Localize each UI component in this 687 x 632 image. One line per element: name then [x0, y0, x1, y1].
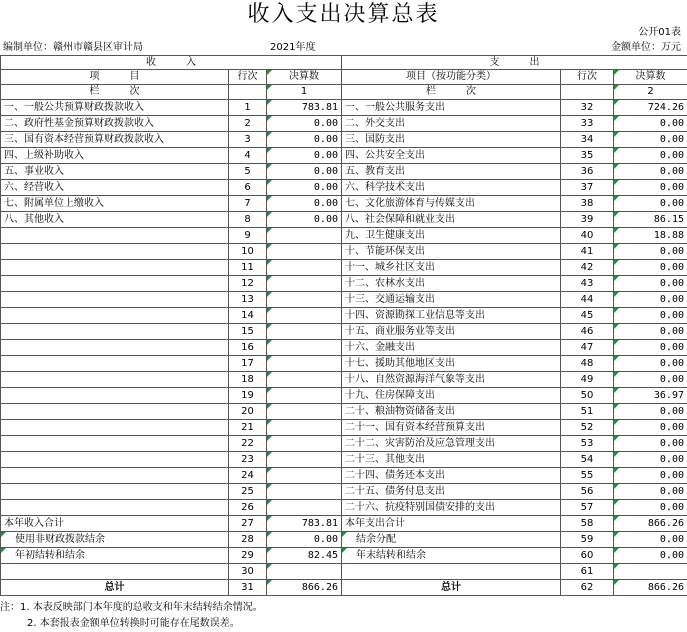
income-amount: 0.00: [267, 532, 342, 548]
expense-line-no: 32: [561, 100, 614, 116]
table-row: [1, 324, 687, 340]
expense-item: 十二、农林水支出: [342, 276, 561, 292]
summary-row: [1, 516, 687, 532]
income-line-no: 23: [229, 452, 267, 468]
expense-amount: 86.15: [614, 212, 687, 228]
income-item: 四、上级补助收入: [1, 148, 229, 164]
expense-line-no: 59: [561, 532, 614, 548]
expense-line-no: 37: [561, 180, 614, 196]
expense-item: 二十二、灾害防治及应急管理支出: [342, 436, 561, 452]
income-item: 使用非财政拨款结余: [1, 532, 229, 548]
income-line-no: 18: [229, 372, 267, 388]
income-item: [1, 484, 229, 500]
income-line-no: 26: [229, 500, 267, 516]
income-item: 八、其他收入: [1, 212, 229, 228]
income-line-no: 12: [229, 276, 267, 292]
expense-line-no: 38: [561, 196, 614, 212]
expense-line-no: 49: [561, 372, 614, 388]
income-item: [1, 388, 229, 404]
expense-item: 十六、金融支出: [342, 340, 561, 356]
income-line-no: 13: [229, 292, 267, 308]
income-line-no: 1: [229, 100, 267, 116]
income-item: [1, 308, 229, 324]
income-amount: 0.00: [267, 132, 342, 148]
expense-item: 二十四、债务还本支出: [342, 468, 561, 484]
budget-table: [0, 55, 687, 596]
income-line-no: 27: [229, 516, 267, 532]
income-amount: [267, 564, 342, 580]
income-amount: [267, 436, 342, 452]
table-row: [1, 340, 687, 356]
summary-row: [1, 548, 687, 564]
expense-line-no: 52: [561, 420, 614, 436]
table-row: [1, 356, 687, 372]
income-line-no: 4: [229, 148, 267, 164]
expense-item: 一、一般公共服务支出: [342, 100, 561, 116]
income-amount: 783.81: [267, 516, 342, 532]
expense-amount: 0.00: [614, 484, 687, 500]
expense-line-no: 34: [561, 132, 614, 148]
income-item: [1, 468, 229, 484]
expense-amount: 0.00: [614, 340, 687, 356]
table-row: [1, 148, 687, 164]
income-line-no: 21: [229, 420, 267, 436]
summary-row: [1, 532, 687, 548]
income-section-header: 收 入: [1, 56, 342, 70]
header-row-column-index: [1, 85, 687, 100]
income-item: [1, 420, 229, 436]
income-line-no: 25: [229, 484, 267, 500]
expense-amount: 0.00: [614, 244, 687, 260]
footnote-2: 2. 本套报表金额单位转换时可能存在尾数误差。: [27, 618, 240, 629]
income-amount-index: 1: [267, 85, 342, 100]
income-item: [1, 452, 229, 468]
expense-amount: 0.00: [614, 132, 687, 148]
expense-item: 七、文化旅游体育与传媒支出: [342, 196, 561, 212]
income-line-no: 9: [229, 228, 267, 244]
income-amount: [267, 388, 342, 404]
expense-amount: 0.00: [614, 260, 687, 276]
expense-item: 十五、商业服务业等支出: [342, 324, 561, 340]
expense-line-no: 46: [561, 324, 614, 340]
expense-line-no: 33: [561, 116, 614, 132]
expense-item: 八、社会保障和就业支出: [342, 212, 561, 228]
table-row: [1, 484, 687, 500]
income-line-no: 20: [229, 404, 267, 420]
income-item: [1, 404, 229, 420]
expense-item: 十四、资源勘探工业信息等支出: [342, 308, 561, 324]
table-row: [1, 212, 687, 228]
income-item: 总计: [1, 580, 229, 596]
header-row-columns: [1, 70, 687, 85]
income-item: 七、附属单位上缴收入: [1, 196, 229, 212]
expense-item: 十三、交通运输支出: [342, 292, 561, 308]
expense-item: 二十一、国有资本经营预算支出: [342, 420, 561, 436]
expense-line-no: 56: [561, 484, 614, 500]
expense-item: [342, 564, 561, 580]
income-item: [1, 228, 229, 244]
expense-amount: 0.00: [614, 148, 687, 164]
expense-line-no: 41: [561, 244, 614, 260]
expense-amount: 0.00: [614, 468, 687, 484]
expense-line-index: [561, 85, 614, 100]
income-line-no: 8: [229, 212, 267, 228]
expense-line-no: 53: [561, 436, 614, 452]
table-row: [1, 196, 687, 212]
income-amount: [267, 228, 342, 244]
expense-amount: [614, 564, 687, 580]
income-amount: [267, 372, 342, 388]
income-line-no: 2: [229, 116, 267, 132]
table-row: [1, 228, 687, 244]
income-amount: [267, 500, 342, 516]
income-item: 二、政府性基金预算财政拨款收入: [1, 116, 229, 132]
income-amount: [267, 308, 342, 324]
table-row: [1, 180, 687, 196]
income-line-no: 7: [229, 196, 267, 212]
expense-line-no: 42: [561, 260, 614, 276]
expense-amount-index: 2: [614, 85, 687, 100]
unit-label: 编制单位：赣州市赣县区审计局: [3, 42, 143, 53]
income-amount: 0.00: [267, 196, 342, 212]
income-line-no: 3: [229, 132, 267, 148]
expense-item: 九、卫生健康支出: [342, 228, 561, 244]
income-amount: [267, 356, 342, 372]
income-item: [1, 500, 229, 516]
expense-line-no: 40: [561, 228, 614, 244]
summary-row: [1, 564, 687, 580]
income-item: 年初结转和结余: [1, 548, 229, 564]
expense-amount: 0.00: [614, 404, 687, 420]
income-amount-header: 决算数: [267, 70, 342, 85]
income-line-no: 31: [229, 580, 267, 596]
income-item: 六、经营收入: [1, 180, 229, 196]
expense-line-no: 36: [561, 164, 614, 180]
income-amount: 866.26: [267, 580, 342, 596]
expense-item: 十九、住房保障支出: [342, 388, 561, 404]
income-amount: 0.00: [267, 164, 342, 180]
expense-item: 年末结转和结余: [342, 548, 561, 564]
expense-line-no: 62: [561, 580, 614, 596]
expense-amount-header: 决算数: [614, 70, 687, 85]
expense-amount: 0.00: [614, 436, 687, 452]
expense-amount: 0.00: [614, 116, 687, 132]
expense-line-no: 55: [561, 468, 614, 484]
page-title: 收入支出决算总表: [247, 2, 440, 27]
income-amount: 0.00: [267, 212, 342, 228]
expense-item: 十一、城乡社区支出: [342, 260, 561, 276]
table-row: [1, 244, 687, 260]
expense-item: 十七、援助其他地区支出: [342, 356, 561, 372]
income-item: [1, 292, 229, 308]
income-line-no: 16: [229, 340, 267, 356]
expense-amount: 0.00: [614, 372, 687, 388]
table-row: [1, 100, 687, 116]
income-line-no: 19: [229, 388, 267, 404]
table-row: [1, 308, 687, 324]
expense-item: 结余分配: [342, 532, 561, 548]
expense-line-no: 51: [561, 404, 614, 420]
expense-line-no: 54: [561, 452, 614, 468]
expense-line-no: 58: [561, 516, 614, 532]
footnote-1: 注：1. 本表反映部门本年度的总收支和年末结转结余情况。: [0, 602, 263, 613]
footnotes: [0, 600, 263, 632]
income-line-no: 10: [229, 244, 267, 260]
expense-line-no: 35: [561, 148, 614, 164]
expense-item-header: 项目（按功能分类）: [342, 70, 561, 85]
expense-amount: 0.00: [614, 500, 687, 516]
expense-line-no: 44: [561, 292, 614, 308]
income-line-no: 30: [229, 564, 267, 580]
expense-item: 二、外交支出: [342, 116, 561, 132]
income-amount: [267, 468, 342, 484]
form-code: 公开01表: [638, 27, 681, 38]
income-amount: [267, 276, 342, 292]
expense-amount: 0.00: [614, 276, 687, 292]
income-amount: [267, 452, 342, 468]
table-row: [1, 372, 687, 388]
income-amount: [267, 340, 342, 356]
income-line-no: 15: [229, 324, 267, 340]
expense-amount: 866.26: [614, 580, 687, 596]
expense-amount: 0.00: [614, 548, 687, 564]
expense-amount: 18.88: [614, 228, 687, 244]
income-item: 五、事业收入: [1, 164, 229, 180]
income-line-no: 17: [229, 356, 267, 372]
income-item: [1, 340, 229, 356]
income-item: 一、一般公共预算财政拨款收入: [1, 100, 229, 116]
expense-line-no: 50: [561, 388, 614, 404]
income-line-no: 29: [229, 548, 267, 564]
expense-amount: 0.00: [614, 420, 687, 436]
income-line-no: 28: [229, 532, 267, 548]
expense-line-no: 60: [561, 548, 614, 564]
income-item: [1, 260, 229, 276]
expense-amount: 0.00: [614, 452, 687, 468]
income-line-no: 14: [229, 308, 267, 324]
income-amount: [267, 420, 342, 436]
income-amount: 82.45: [267, 548, 342, 564]
income-line-index: [229, 85, 267, 100]
income-item: [1, 564, 229, 580]
expense-amount: 0.00: [614, 164, 687, 180]
table-row: [1, 164, 687, 180]
expense-item: 二十六、抗疫特别国债安排的支出: [342, 500, 561, 516]
income-amount: [267, 292, 342, 308]
expense-item: 二十五、债务付息支出: [342, 484, 561, 500]
expense-item: 十八、自然资源海洋气象等支出: [342, 372, 561, 388]
expense-line-no: 43: [561, 276, 614, 292]
income-amount: 0.00: [267, 116, 342, 132]
table-row: [1, 420, 687, 436]
total-row: [1, 580, 687, 596]
income-line-no: 22: [229, 436, 267, 452]
expense-item: 二十、粮油物资储备支出: [342, 404, 561, 420]
expense-amount: 0.00: [614, 324, 687, 340]
income-amount: [267, 324, 342, 340]
table-row: [1, 468, 687, 484]
expense-amount: 866.26: [614, 516, 687, 532]
expense-amount: 0.00: [614, 308, 687, 324]
expense-column-label: 栏 次: [342, 85, 561, 100]
expense-item: 本年支出合计: [342, 516, 561, 532]
income-line-no: 5: [229, 164, 267, 180]
income-line-header: 行次: [229, 70, 267, 85]
expense-amount: 0.00: [614, 292, 687, 308]
expense-line-no: 39: [561, 212, 614, 228]
income-item: [1, 356, 229, 372]
expense-line-no: 47: [561, 340, 614, 356]
expense-item: 十、节能环保支出: [342, 244, 561, 260]
expense-line-no: 48: [561, 356, 614, 372]
income-amount: [267, 260, 342, 276]
table-row: [1, 452, 687, 468]
expense-item: 六、科学技术支出: [342, 180, 561, 196]
income-amount: [267, 244, 342, 260]
income-line-no: 24: [229, 468, 267, 484]
expense-amount: 0.00: [614, 196, 687, 212]
income-amount: 0.00: [267, 148, 342, 164]
header-row-section: [1, 56, 687, 70]
income-amount: 0.00: [267, 180, 342, 196]
table-row: [1, 436, 687, 452]
income-amount: [267, 404, 342, 420]
income-item: 三、国有资本经营预算财政拨款收入: [1, 132, 229, 148]
expense-line-no: 61: [561, 564, 614, 580]
income-item: [1, 276, 229, 292]
expense-item: 总计: [342, 580, 561, 596]
year-label: 2021年度: [270, 42, 316, 53]
currency-label: 金额单位：万元: [611, 42, 681, 53]
income-column-label: 栏 次: [1, 85, 229, 100]
table-row: [1, 292, 687, 308]
income-item-header: 项 目: [1, 70, 229, 85]
expense-item: 四、公共安全支出: [342, 148, 561, 164]
income-amount: 783.81: [267, 100, 342, 116]
table-row: [1, 276, 687, 292]
expense-amount: 0.00: [614, 180, 687, 196]
income-item: 本年收入合计: [1, 516, 229, 532]
table-row: [1, 404, 687, 420]
expense-amount: 724.26: [614, 100, 687, 116]
expense-item: 二十三、其他支出: [342, 452, 561, 468]
income-item: [1, 436, 229, 452]
expense-line-header: 行次: [561, 70, 614, 85]
expense-section-header: 支 出: [342, 56, 687, 70]
expense-item: 五、教育支出: [342, 164, 561, 180]
income-line-no: 11: [229, 260, 267, 276]
expense-item: 三、国防支出: [342, 132, 561, 148]
income-item: [1, 244, 229, 260]
expense-amount: 0.00: [614, 356, 687, 372]
income-item: [1, 324, 229, 340]
table-row: [1, 132, 687, 148]
expense-line-no: 57: [561, 500, 614, 516]
expense-line-no: 45: [561, 308, 614, 324]
table-row: [1, 260, 687, 276]
table-row: [1, 388, 687, 404]
expense-amount: 0.00: [614, 532, 687, 548]
expense-amount: 36.97: [614, 388, 687, 404]
income-item: [1, 372, 229, 388]
income-amount: [267, 484, 342, 500]
table-row: [1, 500, 687, 516]
income-line-no: 6: [229, 180, 267, 196]
table-row: [1, 116, 687, 132]
